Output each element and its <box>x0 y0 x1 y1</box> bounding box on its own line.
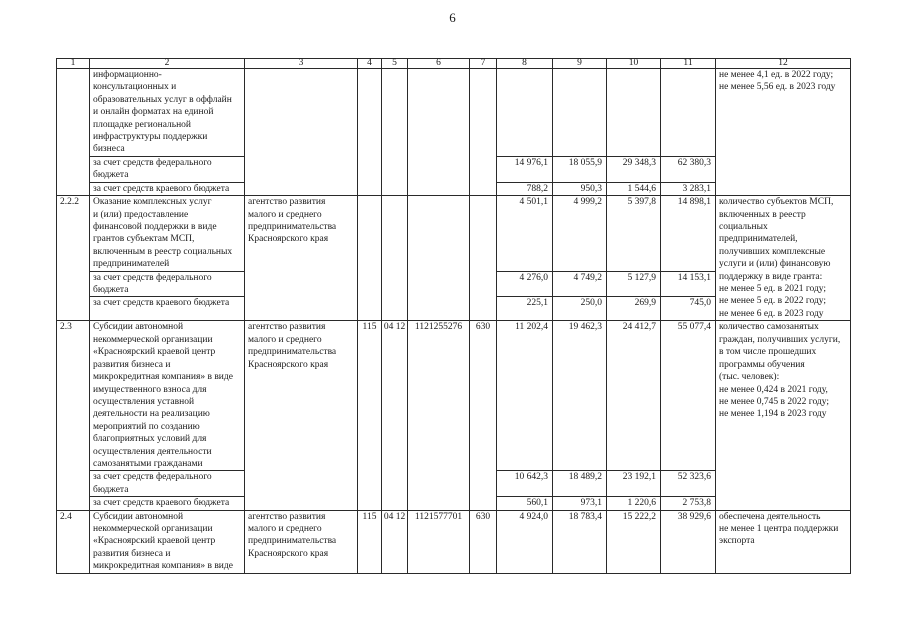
code-cell: 630 <box>470 321 497 471</box>
amount-cell: 225,1 <box>497 297 553 321</box>
result-cell: обеспечена деятельность не менее 1 центра поддержки экспорта <box>716 510 851 573</box>
amount-cell: 24 412,7 <box>607 321 661 471</box>
amount-cell: 18 783,4 <box>553 510 607 573</box>
code-cell <box>408 471 470 497</box>
result-line: не менее 5,56 ед. в 2023 году <box>719 82 836 93</box>
table-row <box>57 69 851 157</box>
amount-cell: 745,0 <box>661 297 716 321</box>
funding-source-label: за счет средств федерального бюджета <box>90 471 245 497</box>
executor-cell <box>245 497 358 510</box>
amount-cell: 4 749,2 <box>553 271 607 297</box>
amount-cell: 55 077,4 <box>661 321 716 471</box>
code-cell: 1121255276 <box>408 321 470 471</box>
result-line: социальных <box>719 222 768 233</box>
code-cell <box>408 196 470 271</box>
amount-cell: 973,1 <box>553 497 607 510</box>
amount-cell: 788,2 <box>497 182 553 195</box>
result-line: поддержку в виде гранта: <box>719 271 823 282</box>
code-cell <box>382 69 408 157</box>
column-header: 1 <box>57 59 90 69</box>
column-header: 11 <box>661 59 716 69</box>
amount-cell: 4 924,0 <box>497 510 553 573</box>
code-cell <box>470 157 497 183</box>
column-header-row <box>57 59 851 69</box>
amount-cell: 18 489,2 <box>553 471 607 497</box>
result-line: не менее 5 ед. в 2022 году; <box>719 296 827 307</box>
executor-cell <box>245 271 358 297</box>
result-line: не менее 6 ед. в 2023 году <box>719 308 824 319</box>
result-cell <box>716 69 851 196</box>
executor-cell: агентство развития малого и среднего предпринимательства Красноярского края <box>245 510 358 573</box>
amount-cell: 14 898,1 <box>661 196 716 271</box>
amount-cell: 15 222,2 <box>607 510 661 573</box>
amount-cell: 19 462,3 <box>553 321 607 471</box>
amount-cell: 14 153,1 <box>661 271 716 297</box>
row-number-cell <box>57 182 90 195</box>
code-cell <box>358 297 382 321</box>
funding-source-label: за счет средств краевого бюджета <box>90 182 245 195</box>
result-line: не менее 4,1 ед. в 2022 году; <box>719 70 834 80</box>
code-cell <box>382 271 408 297</box>
column-header: 3 <box>245 59 358 69</box>
row-number: 2.4 <box>57 510 90 573</box>
amount-cell <box>553 69 607 157</box>
page-number: 6 <box>449 10 456 25</box>
row-number-cell <box>57 157 90 183</box>
row-number-cell <box>57 471 90 497</box>
code-cell <box>470 69 497 157</box>
amount-cell: 38 929,6 <box>661 510 716 573</box>
row-number-cell <box>57 497 90 510</box>
amount-cell: 2 753,8 <box>661 497 716 510</box>
code-cell <box>470 182 497 195</box>
executor-cell <box>245 182 358 195</box>
amount-cell: 4 999,2 <box>553 196 607 271</box>
code-cell <box>382 196 408 271</box>
executor-cell: агентство развития малого и среднего предпринимательства Красноярского края <box>245 321 358 471</box>
code-cell <box>358 471 382 497</box>
column-header: 12 <box>716 59 851 69</box>
code-cell <box>408 182 470 195</box>
executor-cell <box>245 297 358 321</box>
measure-description: Субсидии автономной некоммерческой организации «Красноярский краевой центр развития бизнеса и микрокредитная компания» в виде <box>90 510 245 573</box>
funding-source-label: за счет средств федерального бюджета <box>90 157 245 183</box>
funding-source-label: за счет средств краевого бюджета <box>90 297 245 321</box>
code-cell <box>358 182 382 195</box>
code-cell <box>358 271 382 297</box>
amount-cell: 1 544,6 <box>607 182 661 195</box>
executor-cell <box>245 471 358 497</box>
amount-cell: 10 642,3 <box>497 471 553 497</box>
column-header: 10 <box>607 59 661 69</box>
amount-cell: 269,9 <box>607 297 661 321</box>
code-cell: 115 <box>358 321 382 471</box>
column-header: 8 <box>497 59 553 69</box>
code-cell <box>408 157 470 183</box>
funding-source-label: за счет средств краевого бюджета <box>90 497 245 510</box>
code-cell <box>358 157 382 183</box>
table-row <box>57 196 851 271</box>
measure-description: Субсидии автономной некоммерческой организации «Красноярский краевой центр развития бизнеса и микрокредитная компания» в виде имущественного взноса для осуществления уставной деятельности на реализацию мероприятий по созданию благоприятных условий для осуществления деятельности самозанятыми гражданами <box>90 321 245 471</box>
result-line: получивших комплексные <box>719 246 826 257</box>
code-cell: 04 12 <box>382 510 408 573</box>
result-line: предпринимателей, <box>719 234 798 245</box>
code-cell <box>358 69 382 157</box>
row-number-cell <box>57 69 90 157</box>
funding-source-label: за счет средств федерального бюджета <box>90 271 245 297</box>
amount-cell: 950,3 <box>553 182 607 195</box>
amount-cell: 4 501,1 <box>497 196 553 271</box>
code-cell <box>382 157 408 183</box>
result-line: не менее 5 ед. в 2021 году; <box>719 284 827 295</box>
code-cell <box>470 297 497 321</box>
amount-cell: 29 348,3 <box>607 157 661 183</box>
column-header: 2 <box>90 59 245 69</box>
code-cell <box>470 497 497 510</box>
measure-description: информационно- консультационных и образовательных услуг в оффлайн и онлайн форматах на единой площадке региональной инфраструктуры поддержки бизнеса <box>90 69 245 157</box>
row-number: 2.2.2 <box>57 196 90 271</box>
amount-cell <box>497 69 553 157</box>
table-row <box>57 321 851 471</box>
amount-cell: 1 220,6 <box>607 497 661 510</box>
amount-cell: 5 127,9 <box>607 271 661 297</box>
amount-cell: 5 397,8 <box>607 196 661 271</box>
table-row <box>57 510 851 573</box>
code-cell: 1121577701 <box>408 510 470 573</box>
amount-cell: 250,0 <box>553 297 607 321</box>
code-cell <box>408 297 470 321</box>
code-cell <box>358 497 382 510</box>
code-cell <box>470 471 497 497</box>
code-cell <box>408 69 470 157</box>
column-header: 9 <box>553 59 607 69</box>
amount-cell: 11 202,4 <box>497 321 553 471</box>
result-cell <box>716 196 851 321</box>
amount-cell: 3 283,1 <box>661 182 716 195</box>
code-cell: 04 12 <box>382 321 408 471</box>
code-cell: 115 <box>358 510 382 573</box>
code-cell <box>382 471 408 497</box>
result-line: включенных в реестр <box>719 209 806 220</box>
amount-cell: 14 976,1 <box>497 157 553 183</box>
amount-cell: 18 055,9 <box>553 157 607 183</box>
code-cell <box>408 497 470 510</box>
column-header: 7 <box>470 59 497 69</box>
column-header: 6 <box>408 59 470 69</box>
amount-cell <box>661 69 716 157</box>
amount-cell: 62 380,3 <box>661 157 716 183</box>
code-cell <box>408 271 470 297</box>
column-header: 5 <box>382 59 408 69</box>
row-number: 2.3 <box>57 321 90 471</box>
program-table <box>56 58 851 574</box>
code-cell <box>382 497 408 510</box>
amount-cell <box>607 69 661 157</box>
code-cell <box>382 182 408 195</box>
amount-cell: 52 323,6 <box>661 471 716 497</box>
amount-cell: 4 276,0 <box>497 271 553 297</box>
executor-cell <box>245 157 358 183</box>
code-cell <box>358 196 382 271</box>
code-cell <box>470 196 497 271</box>
row-number-cell <box>57 271 90 297</box>
executor-cell <box>245 69 358 157</box>
result-cell: количество самозанятых граждан, получивших услуги, в том числе прошедших программы обучения (тыс. человек): не менее 0,424 в 2021 году, не менее 0,745 в 2022 году; не менее 1,194 в 2023 году <box>716 321 851 510</box>
result-line: количество субъектов МСП, <box>719 197 834 208</box>
result-line: услуги и (или) финансовую <box>719 259 831 270</box>
code-cell <box>470 271 497 297</box>
amount-cell: 560,1 <box>497 497 553 510</box>
measure-description: Оказание комплексных услуг и (или) предоставление финансовой поддержки в виде грантов субъектам МСП, включенным в реестр социальных предпринимателей <box>90 196 245 271</box>
code-cell: 630 <box>470 510 497 573</box>
column-header: 4 <box>358 59 382 69</box>
row-number-cell <box>57 297 90 321</box>
amount-cell: 23 192,1 <box>607 471 661 497</box>
code-cell <box>382 297 408 321</box>
executor-cell: агентство развития малого и среднего предпринимательства Красноярского края <box>245 196 358 271</box>
